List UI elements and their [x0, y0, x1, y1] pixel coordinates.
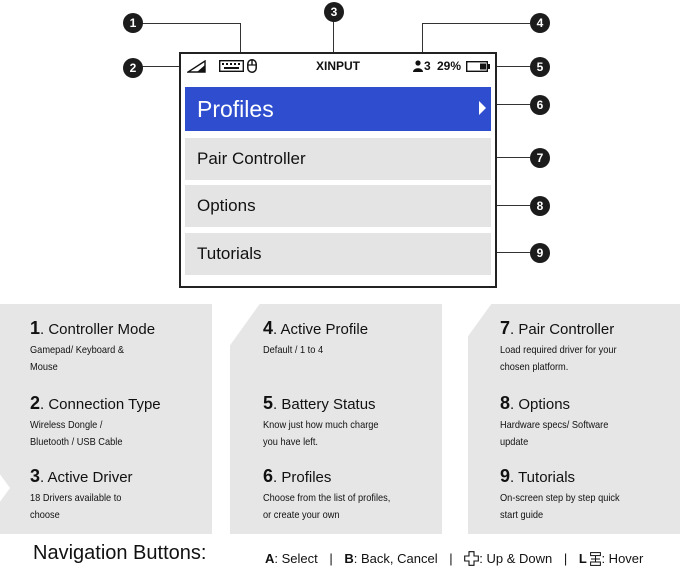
a-button-key: A [265, 551, 275, 567]
navigation-title: Navigation Buttons: [33, 542, 207, 564]
legend-item-6 [263, 466, 438, 524]
legend-title: 3. Active Driver [30, 466, 133, 486]
device-screen [179, 52, 497, 288]
menu-item-label: Pair Controller [197, 149, 306, 168]
person-icon [413, 60, 423, 72]
battery-percentage: 29% [437, 59, 462, 73]
legend-title: 4. Active Profile [263, 318, 369, 338]
legend-description: On-screen step by step quick start guide [500, 492, 620, 521]
callout-8: 8 [530, 196, 550, 216]
legend-item-4 [263, 318, 438, 359]
callout-1: 1 [123, 13, 143, 33]
callout-3: 3 [324, 2, 344, 22]
menu-item-label: Profiles [197, 95, 274, 122]
legend-description: Gamepad/ Keyboard & Mouse [30, 344, 125, 373]
legend-title: 5. Battery Status [263, 393, 376, 413]
separator: | [449, 551, 453, 567]
legend-description: Hardware specs/ Software update [500, 419, 609, 448]
leader-1 [141, 23, 241, 24]
hover-stick-icon [590, 552, 601, 566]
legend-item-9 [500, 466, 675, 524]
callout-5: 5 [530, 57, 550, 77]
b-button-key: B [344, 551, 354, 567]
leader-8 [497, 205, 530, 206]
a-button-text: : Select [274, 551, 318, 567]
legend-title: 2. Connection Type [30, 393, 161, 413]
chevron-right-icon [479, 101, 486, 115]
status-bar [181, 54, 495, 78]
legend-item-1 [30, 318, 205, 376]
legend-item-2 [30, 393, 205, 451]
menu-item-options[interactable] [185, 185, 491, 227]
leader-3 [333, 21, 334, 54]
leader-6 [497, 104, 530, 105]
legend-title: 6. Profiles [263, 466, 332, 486]
l-button-text: : Hover [601, 551, 644, 567]
active-driver-label: XINPUT [315, 59, 360, 73]
menu-item-profiles[interactable] [185, 87, 491, 131]
callout-6: 6 [530, 95, 550, 115]
legend-title: 1. Controller Mode [30, 318, 156, 338]
legend-description: Know just how much charge you have left. [263, 419, 379, 448]
legend-description: Default / 1 to 4 [263, 344, 324, 356]
b-button-text: : Back, Cancel [353, 551, 438, 567]
leader-4 [422, 23, 530, 24]
leader-5 [497, 66, 530, 67]
legend-item-3 [30, 466, 205, 524]
dpad-icon [464, 551, 479, 566]
menu-item-label: Options [197, 196, 256, 215]
legend-title: 7. Pair Controller [500, 318, 615, 338]
legend-description: Choose from the list of profiles, or create your own [263, 492, 391, 521]
legend-description: Wireless Dongle / Bluetooth / USB Cable [30, 419, 123, 448]
legend-item-7 [500, 318, 675, 376]
leader-2 [141, 66, 179, 67]
legend-title: 8. Options [500, 393, 571, 413]
active-profile-number: 3 [424, 59, 431, 73]
menu-item-label: Tutorials [197, 244, 262, 263]
dpad-text: : Up & Down [479, 551, 553, 567]
battery-icon [466, 61, 490, 72]
l-button-key: L [578, 551, 587, 567]
legend-description: Load required driver for your chosen platform. [500, 344, 617, 373]
menu-item-tutorials[interactable] [185, 233, 491, 275]
separator: | [329, 551, 333, 567]
legend-title: 9. Tutorials [500, 466, 576, 486]
menu-item-pair-controller[interactable] [185, 138, 491, 180]
leader-7 [497, 157, 530, 158]
legend-description: 18 Drivers available to choose [30, 492, 122, 521]
legend-item-5 [263, 393, 438, 451]
callout-4: 4 [530, 13, 550, 33]
callout-9: 9 [530, 243, 550, 263]
leader-9 [497, 252, 530, 253]
navigation-buttons [265, 550, 643, 566]
legend-item-8 [500, 393, 675, 451]
callout-7: 7 [530, 148, 550, 168]
separator: | [563, 551, 568, 567]
callout-2: 2 [123, 58, 143, 78]
